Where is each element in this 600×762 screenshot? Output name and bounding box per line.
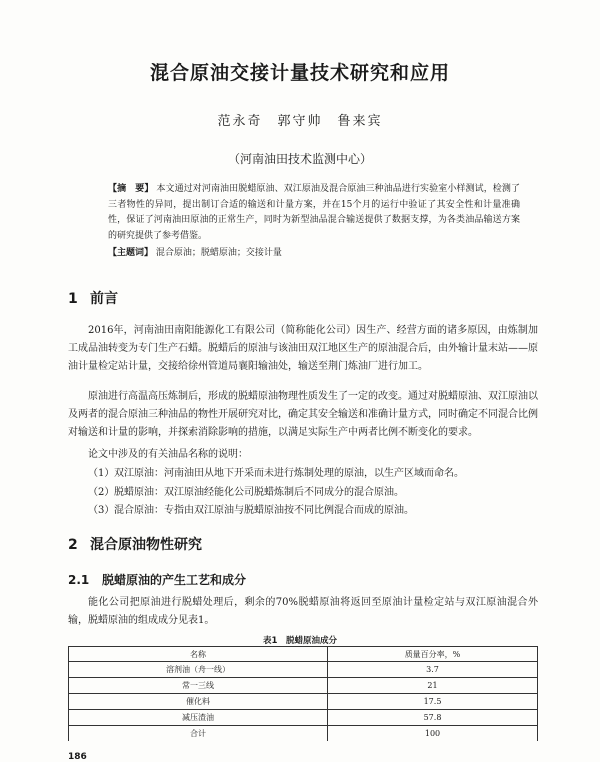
table-cell: 减压渣油 <box>69 710 328 726</box>
section-2-1-heading <box>68 571 246 588</box>
section-number: 1 <box>68 291 78 307</box>
section-title: 脱蜡原油的产生工艺和成分 <box>102 573 247 587</box>
abstract-label: 【摘 要】 <box>108 184 154 194</box>
table-cell: 催化料 <box>69 694 328 710</box>
table-cell: 21 <box>328 678 538 694</box>
section-title: 混合原油物性研究 <box>90 537 202 553</box>
list-item: （2）脱蜡原油：双江原油经能化公司脱蜡炼制后不同成分的混合原油。 <box>88 486 404 498</box>
table-caption: 表1 脱蜡原油成分 <box>263 636 337 646</box>
paragraph: 能化公司把原油进行脱蜡处理后，剩余的70%脱蜡原油将返回至原油计量检定站与双江原油混合外输，脱蜡原油的组成成分见表1。 <box>68 597 538 626</box>
keywords <box>108 246 520 260</box>
paragraph: 2016年，河南油田南阳能源化工有限公司（简称能化公司）因生产、经营方面的诸多原因，由炼制加工成品油转变为专门生产石蜡。脱蜡后的原油与该油田双江地区生产的原油混合后，由外输计量末站——原油计量检定站计量，交接给徐州管道局襄阳输油处，输送至荆门炼油厂进行加工。 <box>68 325 538 372</box>
list-item: （1）双江原油：河南油田从地下开采而未进行炼制处理的原油，以生产区域而命名。 <box>88 468 464 479</box>
affiliation: （河南油田技术监测中心） <box>227 152 372 166</box>
table-row <box>69 662 538 678</box>
table-row <box>69 710 538 726</box>
table-cell: 57.8 <box>328 710 538 726</box>
abstract <box>108 182 520 244</box>
section-number: 2.1 <box>68 573 90 587</box>
page-number: 186 <box>68 752 87 762</box>
authors: 范永奇 郭守帅 鲁来宾 <box>217 114 383 129</box>
table-row <box>69 694 538 710</box>
table-cell: 100 <box>328 726 538 742</box>
table-cell: 常一三线 <box>69 678 328 694</box>
table-cell: 溶剂油（舟一线） <box>69 662 328 678</box>
abstract-text: 本文通过对河南油田脱蜡原油、双江原油及混合原油三种油品进行实验室小样测试，检测了三者物性的异同，提出制订合适的输送和计量方案，并在15个月的运行中验证了其安全性和计量准确性，保证了河南油田原油的正常生产，同时为新型油品混合输送提供了数据支撑，为各类油品输送方案的研究提供了参考借鉴。 <box>108 184 520 241</box>
list-intro: 论文中涉及的有关油品名称的说明： <box>88 449 248 460</box>
table-cell: 3.7 <box>328 662 538 678</box>
table-row <box>69 678 538 694</box>
list-item: （3）混合原油：专指由双江原油与脱蜡原油按不同比例混合而成的原油。 <box>88 505 414 516</box>
section-number: 2 <box>68 537 78 553</box>
section-title: 前言 <box>90 291 118 307</box>
table-row <box>69 726 538 742</box>
table-header-row <box>69 647 538 662</box>
section-2-heading <box>68 534 202 554</box>
keywords-label: 【主题词】 <box>108 248 154 258</box>
term-list <box>88 465 538 521</box>
keywords-text: 混合原油；脱蜡原油；交接计量 <box>155 248 282 258</box>
column-header: 名称 <box>69 647 328 662</box>
table-cell: 合计 <box>69 726 328 742</box>
table-cell: 17.5 <box>328 694 538 710</box>
paragraph: 原油进行高温高压炼制后，形成的脱蜡原油物理性质发生了一定的改变。通过对脱蜡原油、双江原油以及两者的混合原油三种油品的物性开展研究对比，确定其安全输送和准确计量方式，同时确定不同混合比例对输送和计量的影响，并探索消除影响的措施，以满足实际生产中两者比例不断变化的要求。 <box>68 391 538 438</box>
section-1-heading <box>68 288 118 308</box>
composition-table <box>68 646 538 741</box>
paper-title: 混合原油交接计量技术研究和应用 <box>149 62 450 84</box>
column-header: 质量百分率，% <box>328 647 538 662</box>
